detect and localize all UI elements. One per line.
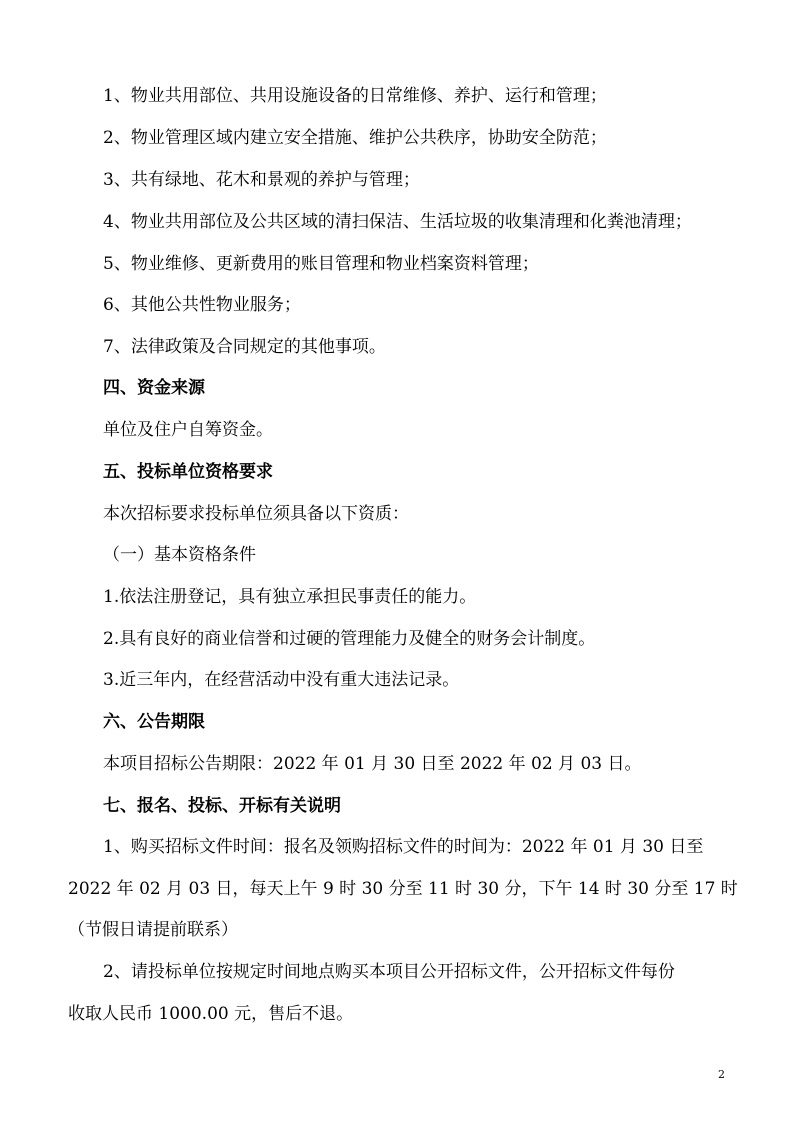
scope-item-6: 6、其他公共性物业服务； bbox=[103, 295, 301, 315]
section-4-text: 单位及住户自筹资金。 bbox=[103, 420, 273, 440]
section-7-paragraph-2-line-2: 收取人民币 1000.00 元，售后不退。 bbox=[68, 1004, 354, 1024]
section-6-heading: 六、公告期限 bbox=[103, 712, 205, 732]
section-5-subheading: （一）基本资格条件 bbox=[103, 545, 256, 565]
page-number: 2 bbox=[718, 1068, 725, 1081]
scope-item-2: 2、物业管理区域内建立安全措施、维护公共秩序，协助安全防范； bbox=[103, 128, 607, 148]
section-5-intro: 本次招标要求投标单位须具备以下资质： bbox=[103, 504, 409, 524]
section-5-heading: 五、投标单位资格要求 bbox=[103, 462, 273, 482]
qualification-item-3: 3.近三年内，在经营活动中没有重大违法记录。 bbox=[103, 670, 460, 690]
qualification-item-2: 2.具有良好的商业信誉和过硬的管理能力及健全的财务会计制度。 bbox=[103, 629, 596, 649]
qualification-item-1: 1.依法注册登记，具有独立承担民事责任的能力。 bbox=[103, 587, 477, 607]
section-4-heading: 四、资金来源 bbox=[103, 378, 205, 398]
scope-item-5: 5、物业维修、更新费用的账目管理和物业档案资料管理； bbox=[103, 254, 539, 274]
scope-item-3: 3、共有绿地、花木和景观的养护与管理； bbox=[103, 170, 420, 190]
scope-item-1: 1、物业共用部位、共用设施设备的日常维修、养护、运行和管理； bbox=[103, 86, 607, 106]
section-7-paragraph-1-line-2: 2022 年 02 月 03 日，每天上午 9 时 30 分至 11 时 30 分，下午 14 时 30 分至 17 时 bbox=[68, 879, 738, 899]
scope-item-7: 7、法律政策及合同规定的其他事项。 bbox=[103, 337, 386, 357]
section-7-paragraph-2-line-1: 2、请投标单位按规定时间地点购买本项目公开招标文件，公开招标文件每份 bbox=[103, 962, 675, 982]
section-7-paragraph-1-line-3: （节假日请提前联系） bbox=[68, 920, 238, 940]
section-7-heading: 七、报名、投标、开标有关说明 bbox=[103, 796, 341, 816]
section-6-text: 本项目招标公告期限：2022 年 01 月 30 日至 2022 年 02 月 03 日。 bbox=[103, 754, 642, 774]
scope-item-4: 4、物业共用部位及公共区域的清扫保洁、生活垃圾的收集清理和化粪池清理； bbox=[103, 212, 692, 232]
section-7-paragraph-1-line-1: 1、购买招标文件时间：报名及领购招标文件的时间为：2022 年 01 月 30 日至 bbox=[103, 837, 704, 857]
